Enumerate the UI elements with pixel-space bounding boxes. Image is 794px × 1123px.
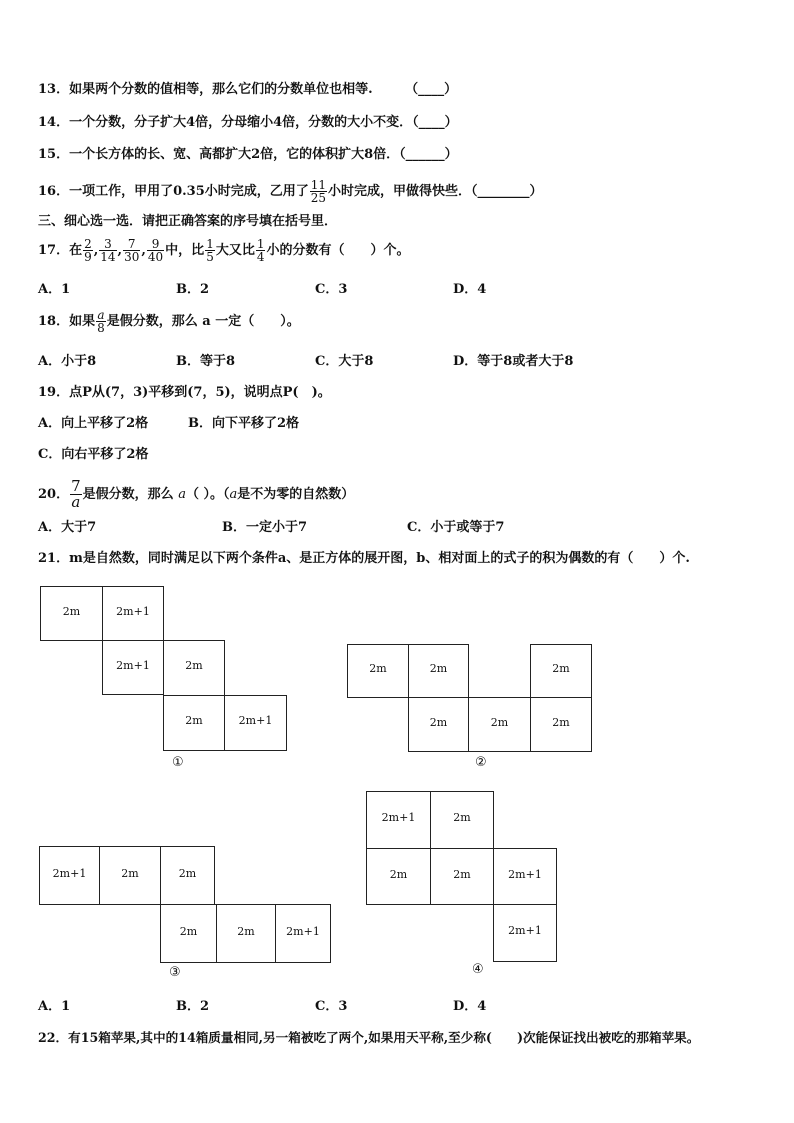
q17-fraction-5: $\frac{1}{5}$ — [206, 237, 214, 264]
net1-face-1: 2m — [40, 586, 103, 641]
question-14: 14．一个分数，分子扩大4倍，分母缩小4倍，分数的大小不变．（____） — [38, 115, 458, 130]
q16-text-pre: 16．一项工作，甲用了0.35小时完成，乙用了 — [38, 184, 309, 199]
question-17: 17．在 $\frac{2}{9}$ , $\frac{3}{14}$ , $\frac{7}{30}$ , $\frac{9}{40}$ 中，比 $\frac{1}{5}$ 大又比 $\frac{1}{4}$ 小的分数有（ ）个。 — [38, 237, 410, 264]
net1-face-5: 2m — [163, 695, 225, 751]
net1-label: ① — [172, 755, 184, 770]
q21-option-d: D．4 — [453, 999, 487, 1014]
q18-option-b: B．等于8 — [176, 354, 236, 369]
question-19: 19．点P从(7，3)平移到(7，5)，说明点P( )。 — [38, 385, 331, 400]
question-20: 20． $\frac{7}{a}$ 是假分数，那么 a（ ）。（a是不为零的自然数） — [38, 477, 355, 511]
q17-option-d: D．4 — [453, 282, 487, 297]
net2-face-5: 2m — [468, 697, 531, 752]
net2-face-1: 2m — [347, 644, 409, 698]
q16-fraction: $\frac{11}{25}$ — [310, 178, 327, 205]
net1-face-3: 2m+1 — [102, 640, 164, 695]
q17-fraction-3: $\frac{7}{30}$ — [124, 237, 140, 264]
net2-face-4: 2m — [408, 697, 469, 752]
net2-face-3: 2m — [530, 644, 592, 698]
net3-face-5: 2m — [216, 904, 276, 963]
net2-face-6: 2m — [530, 697, 592, 752]
q18-option-d: D．等于8或者大于8 — [453, 354, 574, 369]
net4-face-1: 2m+1 — [366, 791, 431, 849]
net4-face-3: 2m — [366, 848, 431, 905]
net3-face-2: 2m — [99, 846, 161, 905]
question-16 — [38, 179, 543, 204]
net2-label: ② — [475, 755, 487, 770]
net1-face-6: 2m+1 — [224, 695, 287, 751]
question-18: 18．如果 $\frac{a}{8}$ 是假分数，那么 a 一定（ ）。 — [38, 308, 300, 335]
net3-face-3: 2m — [160, 846, 215, 905]
q20-option-c: C．小于或等于7 — [407, 520, 505, 535]
q20-fraction: $\frac{7}{a}$ — [71, 477, 81, 511]
net4-face-6: 2m+1 — [493, 904, 557, 962]
section-3-heading: 三、细心选一选．请把正确答案的序号填在括号里． — [38, 214, 338, 229]
q17-option-b: B．2 — [176, 282, 210, 297]
q21-option-a: A．1 — [38, 999, 71, 1014]
question-15: 15．一个长方体的长、宽、高都扩大2倍，它的体积扩大8倍．（______） — [38, 147, 458, 162]
q18-fraction: $\frac{a}{8}$ — [97, 308, 105, 335]
question-13: 13．如果两个分数的值相等，那么它们的分数单位也相等. （____） — [38, 82, 458, 97]
q18-option-c: C．大于8 — [315, 354, 374, 369]
q20-option-b: B．一定小于7 — [222, 520, 308, 535]
net4-face-4: 2m — [430, 848, 494, 905]
q17-fraction-1: $\frac{2}{9}$ — [84, 237, 92, 264]
q17-fraction-2: $\frac{3}{14}$ — [100, 237, 116, 264]
q16-text-post: 小时完成，甲做得快些．（________） — [328, 184, 543, 199]
q19-option-c: C．向右平移了2格 — [38, 447, 149, 462]
net3-face-4: 2m — [160, 904, 217, 963]
net2-face-2: 2m — [408, 644, 469, 698]
q21-option-c: C．3 — [315, 999, 348, 1014]
net3-label: ③ — [169, 965, 181, 980]
question-22: 22．有15箱苹果,其中的14箱质量相同,另一箱被吃了两个,如果用天平称,至少称( )次能保证找出被吃的那箱苹果。 — [38, 1030, 700, 1045]
net4-label: ④ — [472, 962, 484, 977]
net4-face-5: 2m+1 — [493, 848, 557, 905]
net3-face-6: 2m+1 — [275, 904, 331, 963]
net3-face-1: 2m+1 — [39, 846, 100, 905]
q21-option-b: B．2 — [176, 999, 210, 1014]
net1-face-4: 2m — [163, 640, 225, 696]
q19-option-b: B．向下平移了2格 — [188, 416, 300, 431]
q17-fraction-4: $\frac{9}{40}$ — [147, 237, 164, 264]
net4-face-2: 2m — [430, 791, 494, 849]
q18-option-a: A．小于8 — [38, 354, 97, 369]
q19-option-a: A．向上平移了2格 — [38, 416, 149, 431]
q17-option-c: C．3 — [315, 282, 348, 297]
question-21: 21．m是自然数，同时满足以下两个条件a、是正方体的展开图，b、相对面上的式子的积为偶数的有（ ）个. — [38, 551, 690, 566]
q20-option-a: A．大于7 — [38, 520, 97, 535]
q17-fraction-6: $\frac{1}{4}$ — [256, 237, 265, 264]
q17-option-a: A．1 — [38, 282, 71, 297]
net1-face-2: 2m+1 — [102, 586, 164, 641]
